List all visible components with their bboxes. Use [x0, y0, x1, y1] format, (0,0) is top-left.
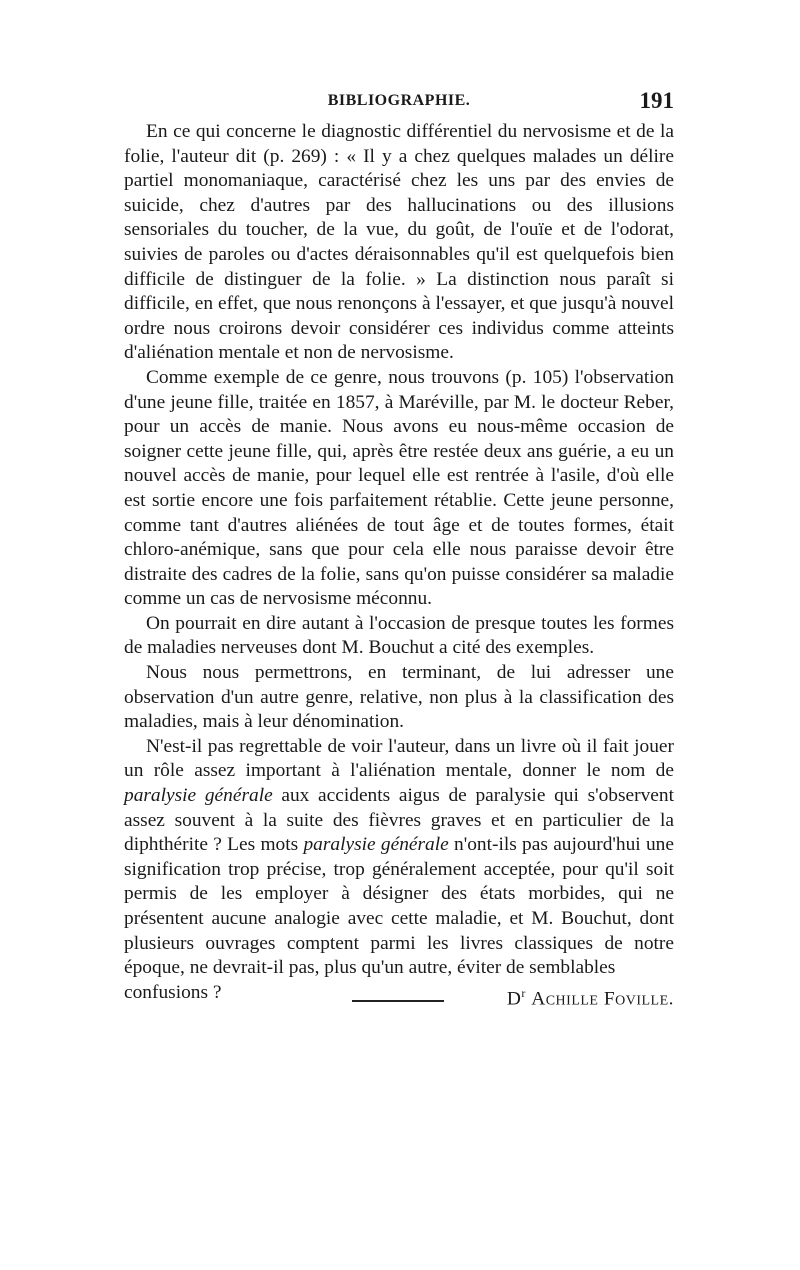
emphasis-paralysie-generale-2: paralysie générale — [303, 834, 449, 856]
signature-dr: D — [506, 988, 522, 1010]
end-rule — [352, 1000, 444, 1002]
paragraph-5 — [124, 735, 674, 981]
paragraph-5-part-b: aux accidents aigus de paralysie qui s'observent assez souvent à la suite des fièvres graves et en particulier de la diphthérite ? Les mots — [124, 785, 674, 856]
paragraph-2: Comme exemple de ce genre, nous trouvons (p. 105) l'observation d'une jeune fille, traitée en 1857, à Maréville, par M. le docteur Reber, pour un accès de manie. Nous avons eu nous-même occasion de soigner cette jeune fille, qui, après être restée deux ans guérie, a eu un nouvel accès de manie, pour lequel elle est rentrée à l'asile, d'où elle est sortie encore une fois parfaitement rétablie. Cette jeune personne, comme tant d'autres aliénées de tout âge et de toutes formes, était chloro-anémique, sans que pour cela elle nous paraisse devoir être distraite des cadres de la folie, sans qu'on puisse considérer sa maladie comme un cas de nervosisme méconnu. — [124, 366, 674, 610]
body-text — [124, 120, 674, 1012]
page-number: 191 — [639, 88, 674, 113]
running-title: BIBLIOGRAPHIE. — [327, 92, 471, 109]
paragraph-5-part-a: N'est-il pas regrettable de voir l'auteur, dans un livre où il fait jouer un rôle assez important à l'aliénation mentale, donner le nom de — [124, 735, 674, 782]
closing-line — [124, 981, 674, 1012]
emphasis-paralysie-generale-1: paralysie générale — [124, 785, 273, 807]
paragraph-3: On pourrait en dire autant à l'occasion de presque toutes les formes de maladies nerveuses dont M. Bouchut a cité des exemples. — [124, 612, 674, 659]
author-signature — [507, 981, 674, 1012]
signature-name: Achille Foville. — [531, 988, 674, 1010]
paragraph-4: Nous nous permettrons, en terminant, de lui adresser une observation d'un autre genre, relative, non plus à la classification des maladies, mais à leur dénomination. — [124, 662, 674, 733]
paragraph-1: En ce qui concerne le diagnostic différentiel du nervosisme et de la folie, l'auteur dit (p. 269) : « Il y a chez quelques malades un délire partiel monomaniaque, caractérisé chez les uns par des envies de suicide, chez d'autres par des hallucinations ou des illusions sensoriales du toucher, de la vue, du goût, de l'ouïe et de l'odorat, suivies de paroles ou d'actes déraisonnables qu'il est quelquefois bien difficile de distinguer de la folie. » La distinction nous paraît si difficile, en effet, que nous renonçons à l'essayer, et que jusqu'à nouvel ordre nous croirons devoir considérer ces individus comme atteints d'aliénation mentale et non de nervosisme. — [124, 121, 674, 364]
signature-dr-superscript: r — [521, 985, 526, 1000]
paragraph-5-part-c: n'ont-ils pas aujourd'hui une signification trop précise, trop généralement acceptée, pour qu'il soit permis de les employer à désigner des états morbides, qui ne présentent aucune analogie avec cette maladie, et M. Bouchut, dont plusieurs ouvrages comptent parmi les livres classiques de notre époque, ne devrait-il pas, plus qu'un autre, éviter de semblables — [124, 834, 674, 979]
running-head — [124, 90, 674, 116]
closing-words: confusions ? — [124, 981, 222, 1003]
